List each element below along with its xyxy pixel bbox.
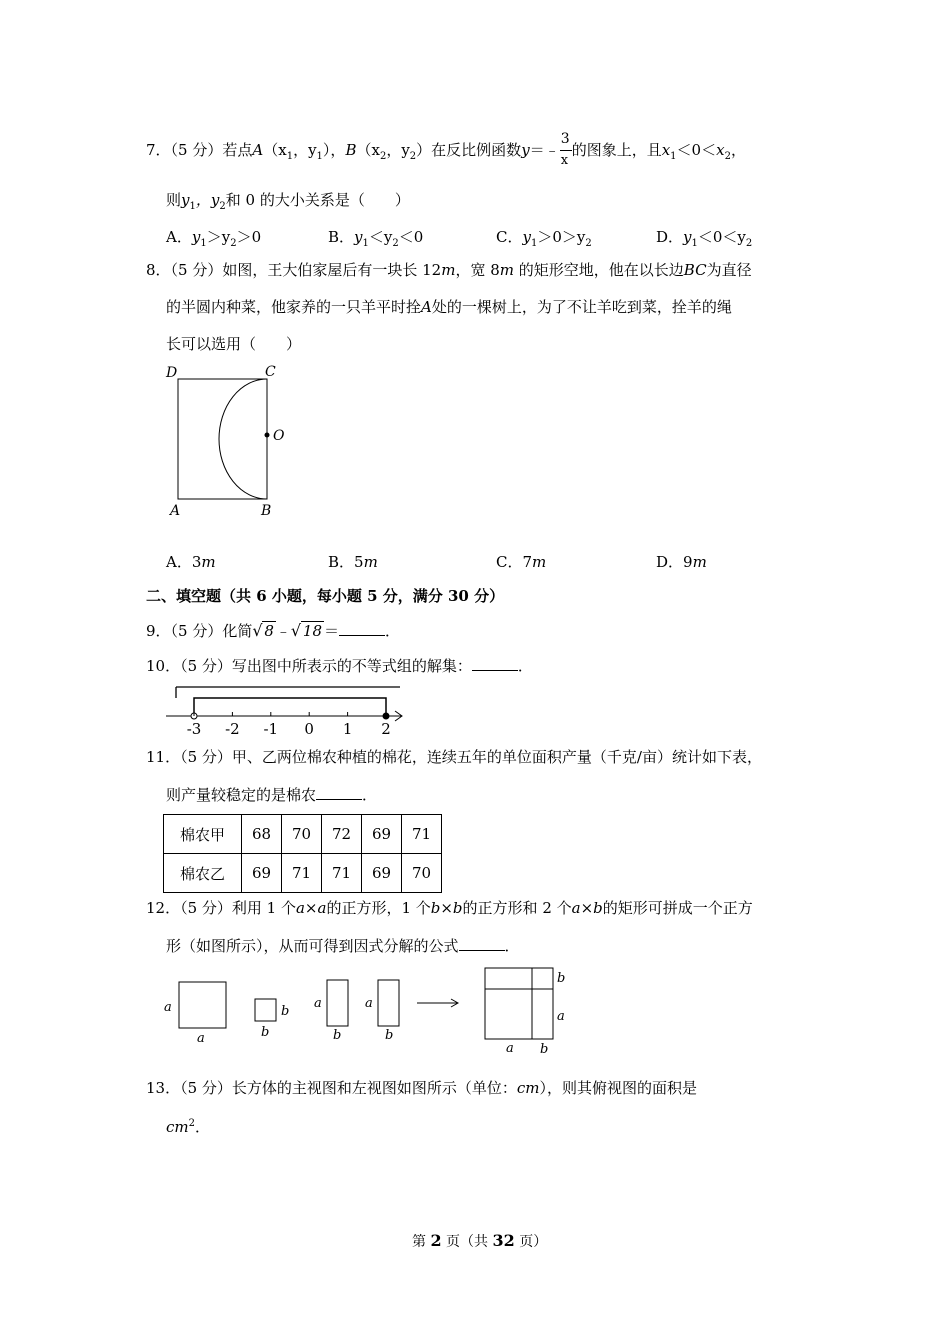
tick-label: -2 (225, 720, 240, 738)
sqrt-8: √ 8 (252, 621, 274, 640)
tick-label: -3 (186, 720, 202, 738)
q7-line1: 7．（5 分）若点$A(x_1$，$y_1$），$B(x_2$，$y_2$）在反比例函数y＝﹣ $\frac{3}{x}$ 的图象上，且$x_1<0<x_2$， (146, 131, 746, 168)
tick-label: -1 (263, 720, 279, 738)
q8-rectangle-semicircle-figure (160, 362, 300, 522)
rectangle-ab-2 (378, 980, 399, 1026)
label-c: C (265, 364, 276, 380)
table-cell: 69 (362, 854, 402, 893)
q10-answer-blank[interactable] (472, 655, 518, 671)
rectangle-abcd (178, 379, 267, 499)
q12-answer-blank[interactable] (459, 935, 505, 951)
q8-line1: 8．（5 分）如图，王大伯家屋后有一块长 12m，宽 8m 的矩形空地，他在以长边BC为直径 (146, 261, 752, 279)
tick-label: 2 (381, 720, 391, 738)
fraction-3-over-x: $\frac{3}{x}$ (560, 141, 572, 161)
table-cell: 69 (242, 854, 282, 893)
q13-line1: 13．（5 分）长方体的主视图和左视图如图所示（单位：cm），则其俯视图的面积是 (146, 1079, 698, 1097)
label-a: a (164, 1000, 172, 1015)
table-row (164, 815, 442, 854)
sqrt-18: √ 18 (290, 621, 323, 640)
q12-square-assembly-figure (160, 964, 580, 1059)
q11-line2: 则产量较稳定的是棉农 ． (166, 786, 378, 804)
q11-line1: 11．（5 分）甲、乙两位棉农种植的棉花，连续五年的单位面积产量（千克/亩）统计如下表， (146, 748, 762, 766)
q9-line: 9．（5 分）化简 √ 8 ﹣ √ 18 ＝ ． (146, 621, 401, 640)
table-cell: 71 (322, 854, 362, 893)
q7-option-b: B．$y_1<y_2<0$ (328, 228, 424, 249)
label-b: b (540, 1042, 549, 1057)
table-cell: 70 (282, 815, 322, 854)
label-b: b (385, 1028, 394, 1043)
square-a (179, 982, 226, 1028)
q12-line1: 12．（5 分）利用 1 个a×a的正方形，1 个b×b的正方形和 2 个a×b的矩形可拼成一个正方 (146, 899, 753, 917)
label-b: b (557, 971, 566, 986)
table-cell: 71 (282, 854, 322, 893)
q7-line2: 则$y_1$，$y_2$和 0 的大小关系是（ ） (166, 191, 410, 212)
q13-line2: $cm^2$． (166, 1118, 211, 1136)
table-cell: 72 (322, 815, 362, 854)
table-cell: 68 (242, 815, 282, 854)
label-a: a (314, 996, 322, 1011)
table-cell: 70 (402, 854, 442, 893)
q12-line2: 形（如图所示），从而可得到因式分解的公式 ． (166, 937, 520, 955)
table-row (164, 854, 442, 893)
label-b: b (261, 1025, 270, 1040)
q8-option-b: B．5m (328, 553, 378, 571)
cotton-yield-table (163, 814, 442, 893)
q8-option-a: A．3m (166, 553, 216, 571)
label-d: D (166, 365, 178, 381)
q8-line2: 的半圆内种菜，他家养的一只羊平时拴A处的一棵树上，为了不让羊吃到菜，拴羊的绳 (166, 298, 732, 316)
section-2-heading: 二、填空题（共 6 小题，每小题 5 分，满分 30 分） (146, 587, 505, 605)
q7-option-d: D．$y_1<0<y_2$ (656, 228, 753, 249)
q9-answer-blank[interactable] (339, 620, 385, 636)
assembled-square (485, 968, 553, 1039)
label-a: a (557, 1009, 565, 1024)
q10-number-line (160, 680, 410, 740)
row-name: 棉农甲 (164, 815, 242, 854)
q8-option-c: C．7m (496, 553, 547, 571)
label-b: b (333, 1028, 342, 1043)
label-a: a (506, 1041, 514, 1056)
table-cell: 69 (362, 815, 402, 854)
label-b: B (261, 503, 272, 519)
label-a: a (197, 1031, 205, 1046)
q8-option-d: D．9m (656, 553, 707, 571)
tick-label: 1 (342, 720, 353, 738)
table-cell: 71 (402, 815, 442, 854)
square-b (255, 999, 276, 1021)
center-point-o (265, 433, 270, 438)
label-a: a (365, 996, 373, 1011)
semicircle-arc (219, 379, 267, 499)
tick-label: 0 (304, 720, 314, 738)
q7-option-a: A．$y_1>y_2>0$ (166, 228, 262, 249)
label-b: b (281, 1004, 290, 1019)
page-footer: 第 2 页（共 32 页） (412, 1231, 548, 1250)
row-name: 棉农乙 (164, 854, 242, 893)
rectangle-ab-1 (327, 980, 348, 1026)
q7-option-c: C．$y_1>0>y_2$ (496, 228, 592, 249)
label-o: O (273, 428, 285, 444)
lower-bracket (194, 698, 386, 716)
q8-line3: 长可以选用（ ） (166, 335, 302, 353)
label-a: A (170, 503, 181, 519)
q11-answer-blank[interactable] (316, 784, 362, 800)
q10-line: 10．（5 分）写出图中所表示的不等式组的解集： ． (146, 657, 533, 675)
